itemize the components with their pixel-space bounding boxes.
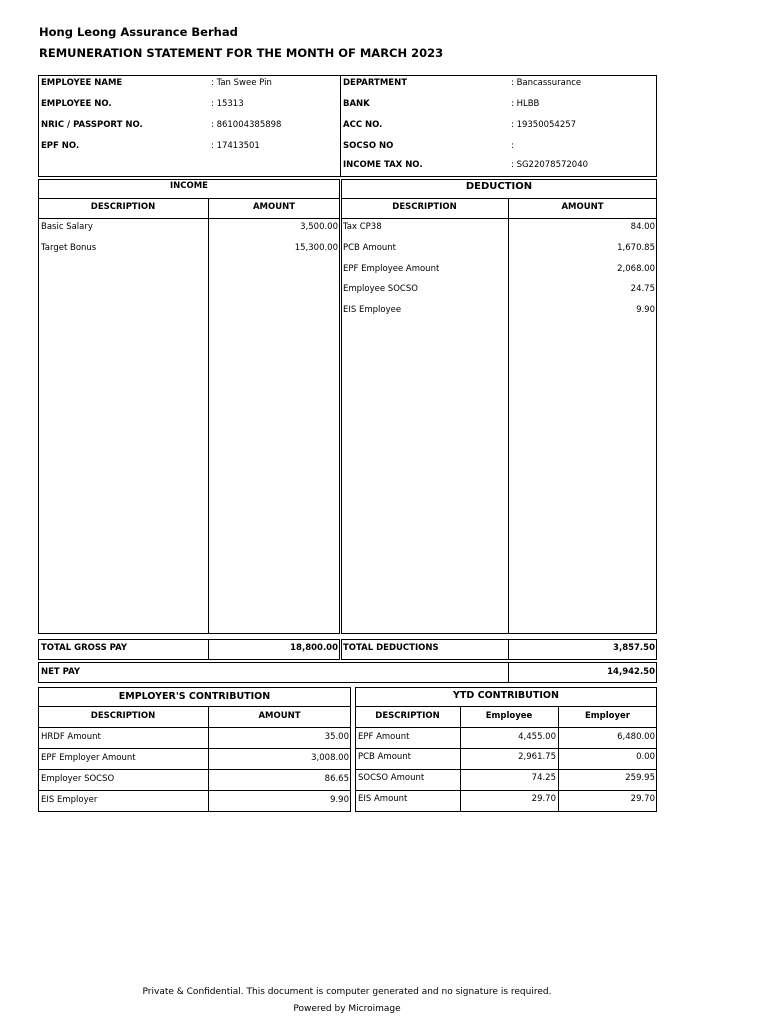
list-item-amount: 84.00	[630, 222, 655, 232]
income-tax-no-label: INCOME TAX NO.	[343, 160, 423, 170]
table-row: Employer SOCSO	[41, 774, 115, 784]
ytd-col-description: DESCRIPTION	[375, 711, 440, 721]
table-row: EIS Employer	[41, 795, 98, 805]
ytd-col-employer: Employer	[585, 711, 630, 721]
statement-title: REMUNERATION STATEMENT FOR THE MONTH OF MARCH 2023	[39, 46, 444, 60]
total-gross-label: TOTAL GROSS PAY	[41, 643, 128, 653]
list-item-amount: 9.90	[636, 305, 655, 315]
table-row-amount: 3,008.00	[311, 753, 349, 763]
income-col-description: DESCRIPTION	[90, 202, 156, 212]
socso-no-value: :	[511, 141, 514, 151]
table-row-employer: 259.95	[625, 773, 655, 783]
acc-no-value: : 19350054257	[511, 120, 577, 130]
employee-name-label: EMPLOYEE NAME	[41, 78, 123, 88]
table-row: EPF Amount	[358, 732, 410, 742]
list-item: PCB Amount	[343, 243, 396, 253]
employee-no-value: : 15313	[211, 99, 244, 109]
table-row: EPF Employer Amount	[41, 753, 136, 763]
list-item: Tax CP38	[343, 222, 382, 232]
employee-no-label: EMPLOYEE NO.	[41, 99, 112, 109]
income-col-amount: AMOUNT	[252, 202, 296, 212]
table-row-employee: 2,961.75	[518, 752, 556, 762]
table-row-employer: 0.00	[636, 752, 655, 762]
deduction-title: DEDUCTION	[465, 181, 533, 192]
footer-powered-by: Powered by Microimage	[293, 1004, 401, 1014]
department-value: : Bancassurance	[511, 78, 582, 88]
footer-confidential: Private & Confidential. This document is computer generated and no signature is required.	[142, 987, 552, 997]
table-row: SOCSO Amount	[358, 773, 425, 783]
deduction-col-amount: AMOUNT	[561, 202, 604, 212]
net-pay-value: 14,942.50	[607, 667, 655, 677]
epf-no-value: : 17413501	[211, 141, 260, 151]
table-row-amount: 35.00	[324, 732, 349, 742]
table-row: HRDF Amount	[41, 732, 101, 742]
list-item: Employee SOCSO	[343, 284, 418, 294]
income-tax-no-value: : SG22078572040	[511, 160, 589, 170]
deduction-col-description: DESCRIPTION	[392, 202, 457, 212]
list-item-amount: 1,670.85	[617, 243, 655, 253]
table-row-employer: 29.70	[630, 794, 655, 804]
table-row: EIS Amount	[358, 794, 408, 804]
ytd-contribution-title: YTD CONTRIBUTION	[453, 690, 559, 701]
nric-value: : 861004385898	[211, 120, 282, 130]
table-row-employee: 4,455.00	[518, 732, 556, 742]
list-item: EPF Employee Amount	[343, 264, 440, 274]
list-item-amount: 3,500.00	[300, 222, 338, 232]
income-title: INCOME	[169, 181, 208, 191]
total-deductions-value: 3,857.50	[613, 643, 655, 653]
list-item-amount: 15,300.00	[294, 243, 338, 253]
table-row-employee: 29.70	[531, 794, 556, 804]
total-deductions-label: TOTAL DEDUCTIONS	[343, 643, 439, 653]
list-item: Basic Salary	[41, 222, 93, 232]
list-item: EIS Employee	[343, 305, 402, 315]
total-gross-value: 18,800.00	[290, 643, 338, 653]
list-item-amount: 24.75	[630, 284, 655, 294]
company-name: Hong Leong Assurance Berhad	[39, 25, 238, 39]
acc-no-label: ACC NO.	[343, 120, 383, 130]
nric-label: NRIC / PASSPORT NO.	[41, 120, 143, 130]
socso-no-label: SOCSO NO	[343, 141, 394, 151]
table-row-employee: 74.25	[531, 773, 556, 783]
employer-contribution-title: EMPLOYER'S CONTRIBUTION	[118, 691, 271, 702]
ytd-col-employee: Employee	[485, 711, 533, 721]
net-pay-label: NET PAY	[41, 667, 81, 677]
department-label: DEPARTMENT	[343, 78, 408, 88]
employer-col-amount: AMOUNT	[258, 711, 301, 721]
bank-label: BANK	[343, 99, 370, 109]
table-row-amount: 9.90	[330, 795, 349, 805]
list-item-amount: 2,068.00	[617, 264, 655, 274]
table-row: PCB Amount	[358, 752, 411, 762]
epf-no-label: EPF NO.	[41, 141, 80, 151]
employer-col-description: DESCRIPTION	[90, 711, 156, 721]
bank-value: : HLBB	[511, 99, 540, 109]
table-row-amount: 86.65	[324, 774, 349, 784]
list-item: Target Bonus	[41, 243, 97, 253]
table-row-employer: 6,480.00	[617, 732, 655, 742]
employee-name-value: : Tan Swee Pin	[211, 78, 272, 88]
